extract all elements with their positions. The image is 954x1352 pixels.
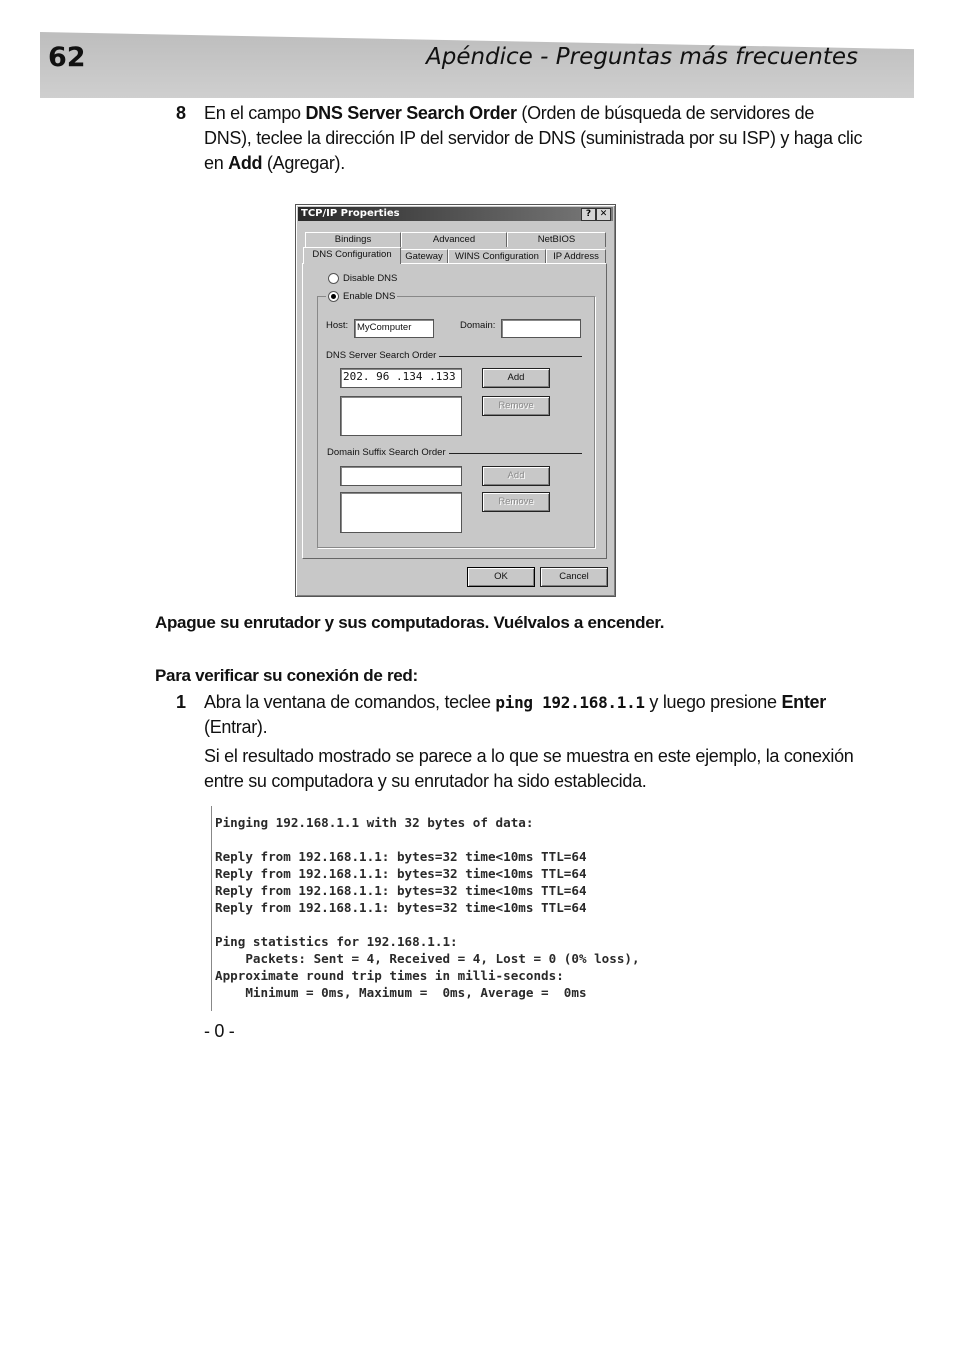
domain-label: Domain: [460, 320, 496, 331]
console-line: Reply from 192.168.1.1: bytes=32 time<10ms TTL=64 [215, 849, 587, 864]
ok-button[interactable]: OK [467, 567, 535, 587]
cancel-button[interactable]: Cancel [540, 567, 608, 587]
console-line: Reply from 192.168.1.1: bytes=32 time<10ms TTL=64 [215, 866, 587, 881]
tab-gateway[interactable]: Gateway [400, 249, 448, 264]
page-footer: - 0 - [204, 1021, 235, 1041]
page-number: 62 [48, 42, 86, 73]
enable-dns-option[interactable] [326, 291, 397, 302]
tab-dns-configuration[interactable]: DNS Configuration [303, 247, 401, 264]
bold-term: DNS Server Search Order [305, 103, 517, 123]
step-text [204, 101, 866, 176]
text-run: y luego presione [644, 692, 782, 712]
ping-console-output [211, 806, 732, 1011]
tab-bindings[interactable]: Bindings [305, 232, 401, 247]
text-run: Abra la ventana de comandos, teclee [204, 692, 496, 712]
restart-notice: Apague su enrutador y sus computadoras. Vuélvalos a encender. [155, 613, 665, 632]
tab-ip-address[interactable]: IP Address [546, 249, 606, 264]
console-line: Pinging 192.168.1.1 with 32 bytes of data: [215, 815, 534, 830]
console-line: Approximate round trip times in milli-seconds: [215, 968, 564, 983]
console-line [215, 916, 732, 933]
radio-icon[interactable] [328, 273, 339, 284]
text-run: (Entrar). [204, 717, 268, 737]
console-line [215, 831, 732, 848]
bold-term: Add [228, 153, 263, 173]
dns-server-list[interactable] [340, 396, 462, 436]
dns-order-divider [432, 356, 582, 357]
disable-dns-option[interactable] [328, 273, 397, 284]
console-line: Reply from 192.168.1.1: bytes=32 time<10ms TTL=64 [215, 900, 587, 915]
help-button[interactable]: ? [581, 208, 596, 221]
host-input[interactable]: MyComputer [354, 319, 434, 338]
text-run: (Orden de búsqueda de servidores de DNS), teclee la dirección IP del servidor de DNS (suministrada por su ISP) y haga clic en [204, 103, 863, 173]
tab-wins-configuration[interactable]: WINS Configuration [448, 249, 546, 264]
host-label: Host: [326, 320, 349, 331]
console-line: Packets: Sent = 4, Received = 4, Lost = 0 (0% loss), [215, 951, 640, 966]
verify-heading: Para verificar su conexión de red: [155, 666, 418, 685]
console-text [212, 806, 732, 1001]
remove-suffix-button[interactable]: Remove [482, 492, 550, 512]
suffix-input[interactable] [340, 466, 462, 486]
dialog-title: TCP/IP Properties [301, 208, 400, 219]
tab-advanced[interactable]: Advanced [401, 232, 507, 247]
step-number: 1 [176, 692, 186, 712]
radio-selected-icon[interactable] [328, 291, 339, 302]
command-text: ping 192.168.1.1 [495, 693, 645, 712]
console-line: Minimum = 0ms, Maximum = 0ms, Average = 0ms [215, 985, 587, 1000]
step-8 [176, 101, 866, 176]
dialog-titlebar [298, 207, 613, 221]
suffix-order-divider [446, 453, 582, 454]
dns-ip-input[interactable]: 202. 96 .134 .133 [340, 368, 462, 388]
bold-term: Enter [781, 692, 826, 712]
step-number: 8 [176, 103, 186, 123]
tab-netbios[interactable]: NetBIOS [507, 232, 606, 247]
header-title: Apéndice - Preguntas más frecuentes [425, 44, 858, 70]
dns-order-label: DNS Server Search Order [326, 350, 439, 361]
radio-label: Enable DNS [343, 291, 396, 302]
text-run: (Agregar). [262, 153, 345, 173]
radio-label: Disable DNS [343, 273, 398, 284]
close-button[interactable]: ✕ [596, 208, 611, 221]
step-text [204, 690, 866, 794]
remove-dns-button[interactable]: Remove [482, 396, 550, 416]
step-1 [176, 690, 866, 804]
suffix-order-label: Domain Suffix Search Order [327, 447, 449, 458]
result-paragraph: Si el resultado mostrado se parece a lo que se muestra en este ejemplo, la conexión entre su computadora y su enrutador ha sido establecida. [204, 746, 854, 791]
suffix-list[interactable] [340, 492, 462, 533]
console-line: Reply from 192.168.1.1: bytes=32 time<10ms TTL=64 [215, 883, 587, 898]
text-run: En el campo [204, 103, 306, 123]
add-dns-button[interactable]: Add [482, 368, 550, 388]
add-suffix-button[interactable]: Add [482, 466, 550, 486]
domain-input[interactable] [501, 319, 581, 338]
console-line: Ping statistics for 192.168.1.1: [215, 934, 458, 949]
